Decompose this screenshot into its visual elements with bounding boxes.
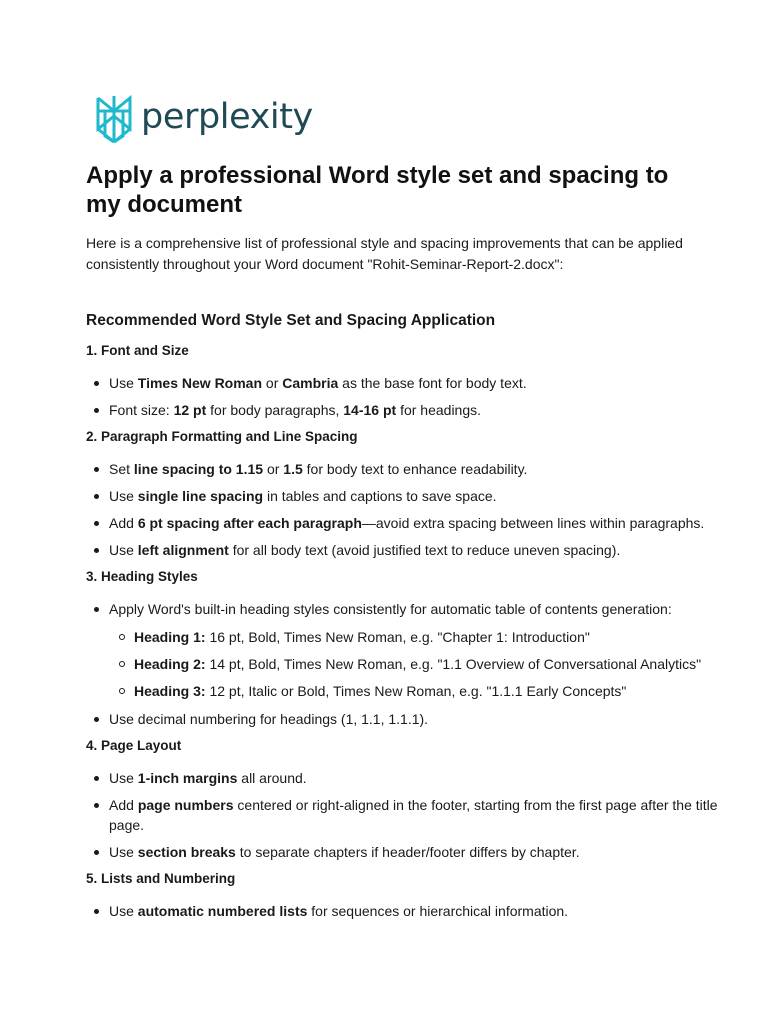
sub-list-headings xyxy=(109,627,726,701)
brand-logo xyxy=(94,94,313,144)
subsection-heading-paragraph: 2. Paragraph Formatting and Line Spacing xyxy=(86,429,358,444)
perplexity-logo-icon xyxy=(94,94,134,144)
list-heading-styles xyxy=(86,599,726,729)
list-page-layout xyxy=(86,768,726,862)
list-item: Set line spacing to 1.15 or 1.5 for body text to enhance readability. xyxy=(86,459,726,479)
list-item: Use section breaks to separate chapters if header/footer differs by chapter. xyxy=(86,842,726,862)
subsection-heading-styles: 3. Heading Styles xyxy=(86,569,198,584)
list-item: Use 1-inch margins all around. xyxy=(86,768,726,788)
intro-paragraph: Here is a comprehensive list of professional style and spacing improvements that can be applied consistently throughout your Word document "Rohit-Seminar-Report-2.docx": xyxy=(86,235,683,272)
list-item: Use single line spacing in tables and captions to save space. xyxy=(86,486,726,506)
sub-list-item: Heading 3: 12 pt, Italic or Bold, Times New Roman, e.g. "1.1.1 Early Concepts" xyxy=(111,681,726,701)
subsection-heading-lists: 5. Lists and Numbering xyxy=(86,871,236,886)
list-item: Use Times New Roman or Cambria as the base font for body text. xyxy=(86,373,726,393)
list-font-size xyxy=(86,373,726,420)
list-item: Use left alignment for all body text (avoid justified text to reduce uneven spacing). xyxy=(86,540,726,560)
list-item: Add 6 pt spacing after each paragraph—avoid extra spacing between lines within paragraphs. xyxy=(86,513,726,533)
list-paragraph-formatting xyxy=(86,459,726,560)
sub-list-item: Heading 2: 14 pt, Bold, Times New Roman, e.g. "1.1 Overview of Conversational Analytics" xyxy=(111,654,726,674)
list-lists-numbering xyxy=(86,901,726,921)
list-item: Font size: 12 pt for body paragraphs, 14-16 pt for headings. xyxy=(86,400,726,420)
list-item: Apply Word's built-in heading styles consistently for automatic table of contents generation: Heading 1: 16 pt, Bold, Times New Roman, e.g. "Chapter 1: Introduction" Heading 2: 14 pt, Bold, Times New Roman, e.g. "1.1 Overview of Conversational Analytics" Heading 3: 12 pt, Italic or Bold, Times New Roman, e.g. "1.1.1 Early Concepts" xyxy=(86,599,726,701)
list-item: Add page numbers centered or right-aligned in the footer, starting from the first page after the title page. xyxy=(86,795,726,835)
list-item: Use automatic numbered lists for sequences or hierarchical information. xyxy=(86,901,726,921)
sub-list-item: Heading 1: 16 pt, Bold, Times New Roman, e.g. "Chapter 1: Introduction" xyxy=(111,627,726,647)
subsection-heading-layout: 4. Page Layout xyxy=(86,738,182,753)
document-content xyxy=(86,310,726,921)
brand-name: perplexity xyxy=(141,96,313,137)
section-heading: Recommended Word Style Set and Spacing Application xyxy=(86,312,496,329)
subsection-heading-font: 1. Font and Size xyxy=(86,343,189,358)
page-title: Apply a professional Word style set and spacing to my document xyxy=(86,162,669,218)
list-item: Use decimal numbering for headings (1, 1.1, 1.1.1). xyxy=(86,709,726,729)
